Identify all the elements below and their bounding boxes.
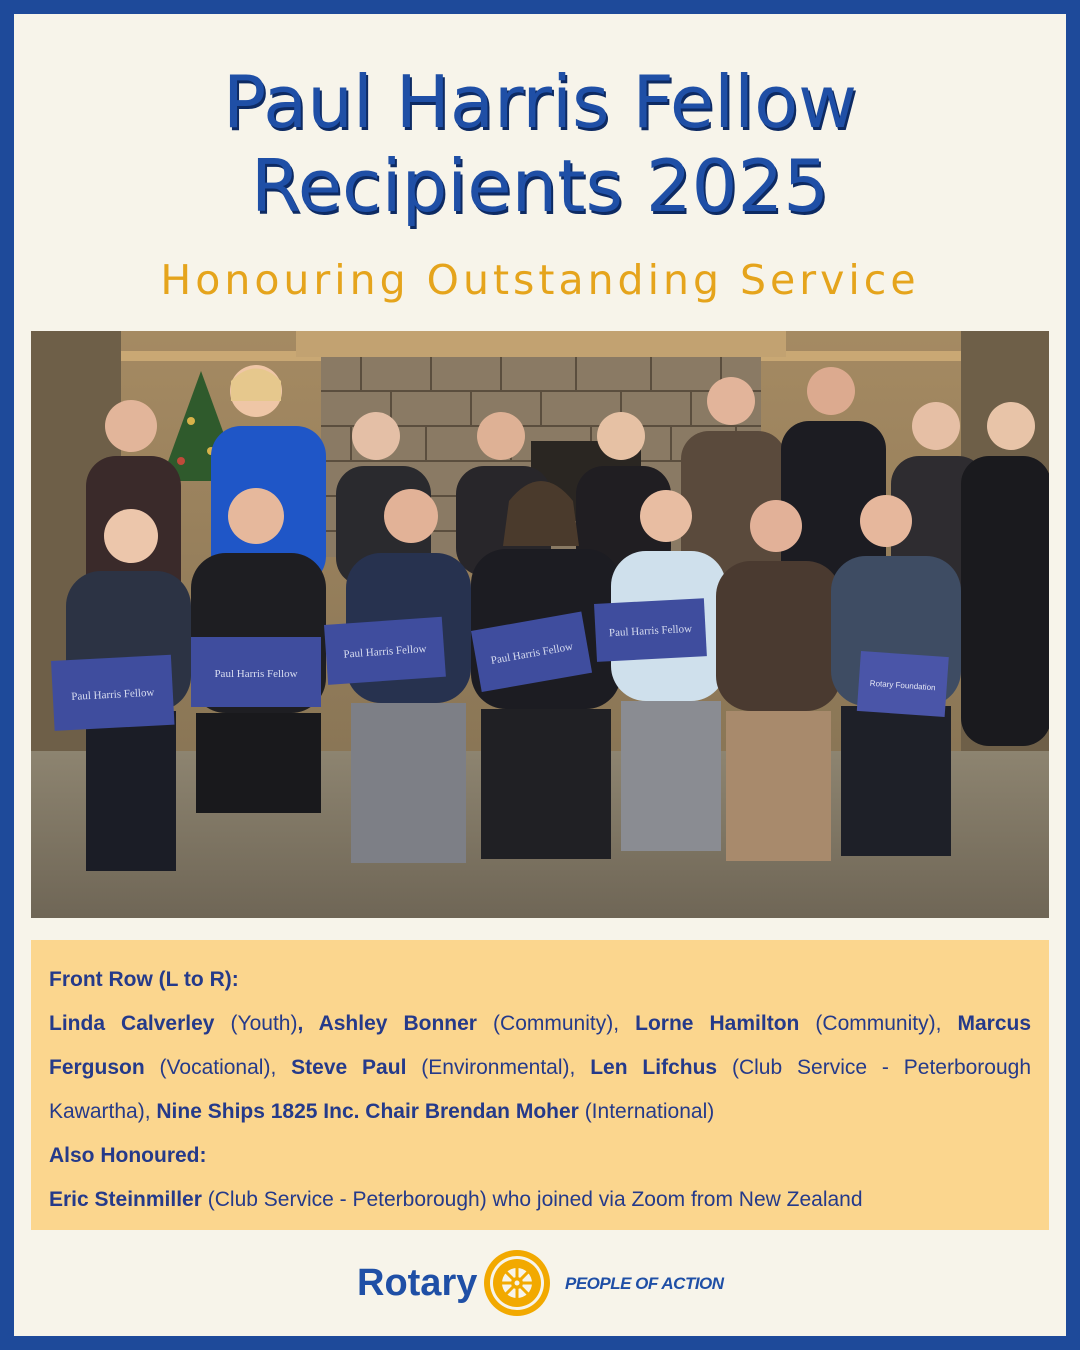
page-title	[14, 60, 1066, 228]
recipient-category: (Club Service - Peterborough Kawartha)	[49, 1056, 1032, 1123]
rotary-logo	[14, 1248, 1066, 1318]
recipient-name: Len Lifchus	[590, 1056, 718, 1079]
certificate-label: Paul Harris Fellow	[489, 640, 574, 667]
recipient: Marcus Ferguson (Vocational),	[49, 1012, 1032, 1079]
recipient-list	[49, 1002, 1031, 1134]
front-row-heading: Front Row (L to R):	[49, 968, 239, 991]
rotary-wheel-icon	[482, 1248, 552, 1318]
also-honoured-name: Eric Steinmiller	[49, 1188, 202, 1211]
also-honoured-heading: Also Honoured:	[49, 1144, 207, 1167]
certificate-label: Paul Harris Fellow	[71, 686, 155, 703]
certificate-label: Paul Harris Fellow	[608, 622, 693, 640]
certificate-label: Paul Harris Fellow	[343, 642, 427, 661]
rotary-tagline: PEOPLE OF ACTION	[565, 1274, 724, 1293]
recipient-name: Nine Ships 1825 Inc. Chair Brendan Moher	[156, 1100, 579, 1123]
recipient-category: (International)	[584, 1100, 715, 1123]
recipient-name: Steve Paul	[291, 1056, 407, 1079]
recipient: Ashley Bonner (Community),	[318, 1012, 636, 1035]
certificate-label: Rotary Foundation	[869, 678, 936, 693]
group-photo	[31, 331, 1049, 918]
title-line-1: Paul Harris Fellow	[222, 60, 858, 144]
certificate-label: Paul Harris Fellow	[214, 668, 298, 680]
recipients-caption	[31, 940, 1049, 1230]
recipient: Lorne Hamilton (Community),	[635, 1012, 958, 1035]
recipient-name: Marcus Ferguson	[49, 1012, 1032, 1079]
recipient-category: (Youth)	[230, 1012, 298, 1035]
recipient-name: Lorne Hamilton	[635, 1012, 800, 1035]
subtitle: Honouring Outstanding Service	[160, 256, 920, 304]
recipient-category: (Community)	[493, 1012, 614, 1035]
group-photo-illustration	[31, 331, 1049, 918]
rotary-wordmark: Rotary	[357, 1262, 478, 1304]
recipient-name: Ashley Bonner	[318, 1012, 477, 1035]
recipient-category: (Environmental)	[421, 1056, 570, 1079]
recipient: Steve Paul (Environmental),	[291, 1056, 591, 1079]
recipient	[156, 1100, 714, 1123]
recipient: Linda Calverley (Youth),	[49, 1012, 319, 1035]
recipient-name: Linda Calverley	[49, 1012, 215, 1035]
also-honoured-line	[49, 1178, 1031, 1222]
recipient-category: (Community)	[815, 1012, 936, 1035]
title-line-2: Recipients 2025	[250, 144, 830, 228]
also-honoured-text: (Club Service - Peterborough) who joined via Zoom from New Zealand	[207, 1188, 863, 1211]
recipient-category: (Vocational)	[159, 1056, 271, 1079]
recipient: Len Lifchus (Club Service - Peterborough Kawartha),	[49, 1056, 1032, 1123]
